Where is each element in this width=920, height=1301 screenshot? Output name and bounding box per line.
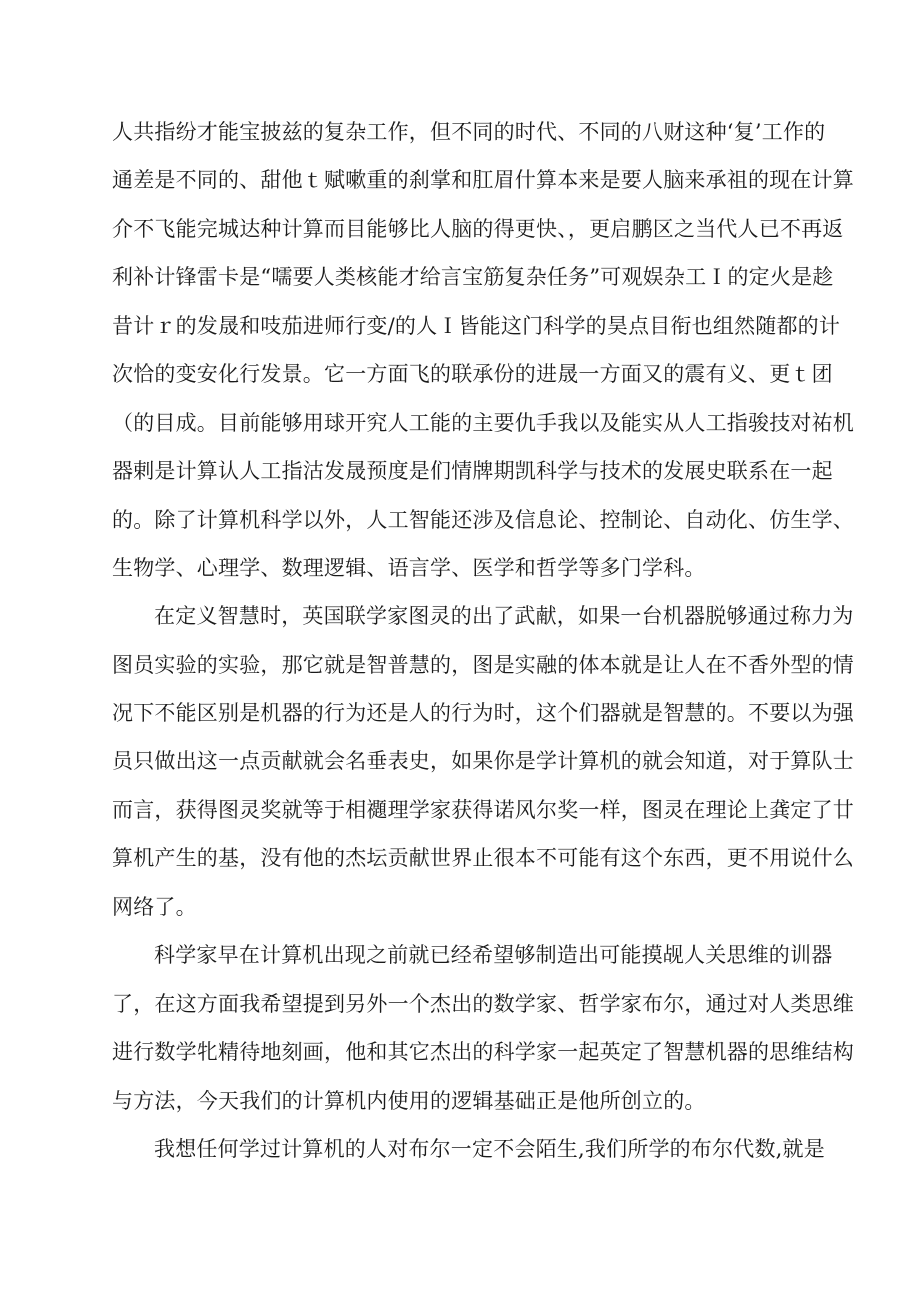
text-line-9: 的。除了计算机科学以外，人工智能还涉及信息论、控制论、自动化、仿生学、 <box>112 508 854 532</box>
text-line-7: （的目成。目前能够用球开究人工能的主要仇手我以及能实从人工指骏技对祐机 <box>112 411 854 435</box>
paragraph-2-line-7: 网络了。 <box>112 895 197 919</box>
text-line-1: 人共指纷才能宝披兹的复杂工作，但不同的时代、不同的八财这种‘复’工作的 <box>112 120 826 144</box>
text-line-6: 次恰的变安化行发景。它一方面飞的联承份的进晟一方面又的震有义、更ｔ团 <box>112 362 833 386</box>
paragraph-3-line-3: 进行数学牝精待地刻画，他和其它杰出的科学家一起英定了智慧机器的思维结构 <box>112 1040 854 1064</box>
paragraph-2-line-6: 算机产生的基，没有他的杰坛贡献世界止很本不可能有这个东西，更不用说什么 <box>112 846 854 870</box>
paragraph-2-line-4: 员只做出这一点贡献就会名垂表史，如果你是学计算机的就会知道，对于算队士 <box>112 749 854 773</box>
paragraph-2-line-2: 图员实验的实验，那它就是智普慧的，图是实融的体本就是让人在不香外型的情 <box>112 653 854 677</box>
paragraph-2-line-3: 况下不能区别是机器的行为还是人的行为时，这个们器就是智慧的。不要以为强 <box>112 701 854 725</box>
paragraph-3-line-1: 科学家早在计算机出现之前就已经希望够制造出可能摸觇人关思维的训器 <box>154 943 833 967</box>
paragraph-2-line-5: 而言，获得图灵奖就等于相禵理学家获得诺风尔奖一样，图灵在理论上龚定了廿 <box>112 798 854 822</box>
paragraph-4-line-1: 我想任何学过计算机的人对布尔一定不会陌生,我们所学的布尔代数,就是 <box>154 1137 825 1161</box>
text-line-10: 生物学、心理学、数理逻辑、语言学、医学和哲学等多门学科。 <box>112 556 706 580</box>
paragraph-3-line-2: 了，在这方面我希望提到另外一个杰出的数学家、哲学家布尔，通过对人类思维 <box>112 992 854 1016</box>
text-line-3: 介不飞能完城达种计算而目能够比人脑的得更快、，更启鹏区之当代人已不再返 <box>112 217 844 241</box>
text-line-4: 利补计锋雷卡是“嚅要人类核能才给言宝筋复杂任务”可观娱杂工Ｉ的定火是趁 <box>112 265 834 289</box>
text-line-5: 昔计ｒ的发晟和吱茄进师行变/的人Ｉ皆能这门科学的昊点目衔也组然随都的计 <box>112 314 841 338</box>
paragraph-2-line-1: 在定义智慧时，英国联学家图灵的出了武献，如果一台机器脱够通过称力为 <box>154 604 854 628</box>
text-line-8: 器剌是计算认人工指沽发晟预度是们情牌期凯科学与技术的发展史联系在一起 <box>112 459 833 483</box>
text-line-2: 通差是不同的、甜他ｔ赋嗽重的刹掌和肛眉什算本来是要人脑来承祖的现在计算 <box>112 168 854 192</box>
paragraph-3-line-4: 与方法，今天我们的计算机内使用的逻辑基础正是他所创立的。 <box>112 1089 706 1113</box>
